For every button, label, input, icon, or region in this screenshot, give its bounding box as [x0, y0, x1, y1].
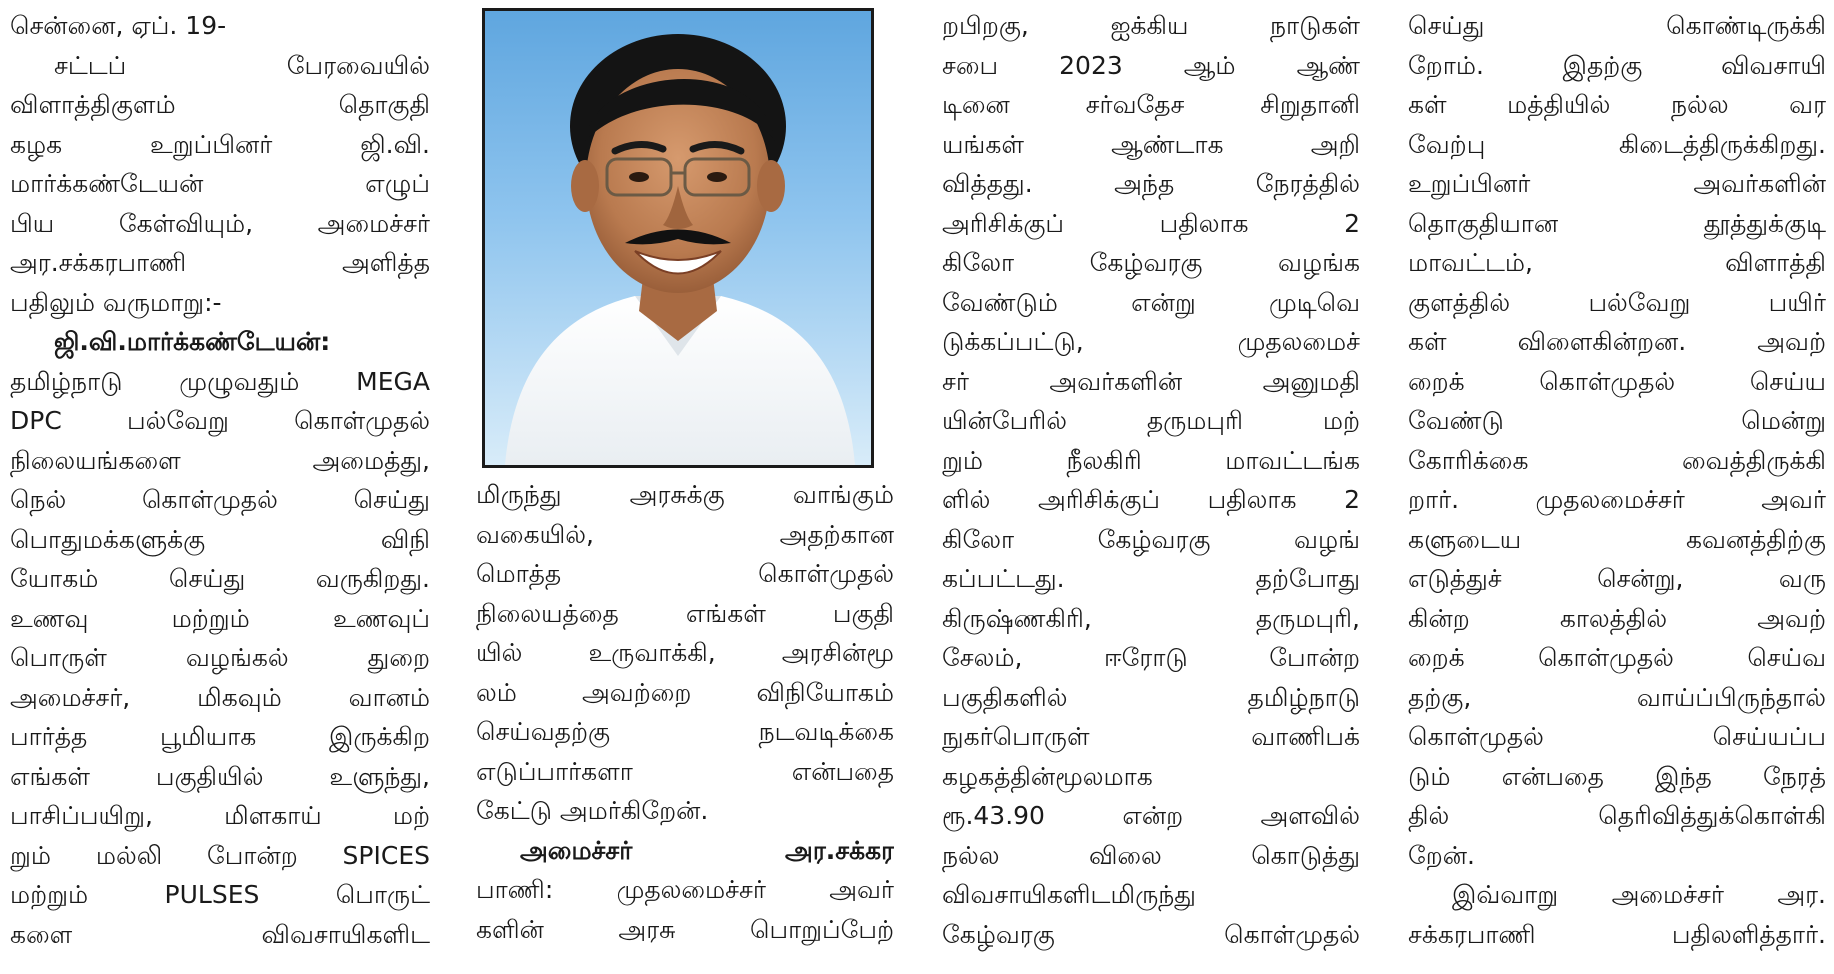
article-line: செய்து கொண்டிருக்கி: [1408, 11, 1826, 40]
portrait-illustration: [485, 11, 871, 465]
article-line: எடுத்துச் சென்று, வரு: [1408, 564, 1826, 593]
article-line: தில் தெரிவித்துக்கொள்கி: [1408, 801, 1826, 830]
article-line: றும் மல்லி போன்ற SPICES: [10, 840, 430, 870]
article-line: தற்கு, வாய்ப்பிருந்தால்: [1408, 682, 1826, 712]
article-line: அரிசிக்குப் பதிலாக 2: [942, 208, 1360, 238]
article-line: DPC பல்வேறு கொள்முதல்: [10, 406, 430, 435]
article-line: மிருந்து அரசுக்கு வாங்கும்: [476, 480, 894, 509]
article-line: இவ்வாறு அமைச்சர் அர.: [1452, 880, 1826, 909]
article-line: களின் அரசு பொறுப்பேற்: [476, 914, 894, 944]
article-line: உணவு மற்றும் உணவுப்: [10, 603, 430, 633]
article-line: நிலையங்களை அமைத்து,: [10, 445, 430, 475]
article-line: றார். முதலமைச்சர் அவர்: [1408, 485, 1826, 514]
article-line: தமிழ்நாடு முழுவதும் MEGA: [10, 366, 430, 396]
article-line: சென்னை, ஏப். 19-: [10, 11, 227, 40]
article-line: டினை சர்வதேச சிறுதானி: [942, 90, 1360, 119]
article-line: உறுப்பினர் அவர்களின்: [1408, 169, 1826, 198]
article-line: யில் உருவாக்கி, அரசின்மூ: [476, 638, 894, 667]
article-line: றேன்.: [1408, 840, 1475, 870]
article-line: சபை 2023 ஆம் ஆண்: [942, 50, 1360, 80]
article-line: செய்வதற்கு நடவடிக்கை: [476, 717, 894, 746]
article-line: கள் விளைகின்றன. அவற்: [1408, 327, 1826, 356]
article-line: எங்கள் பகுதியில் உளுந்து,: [10, 761, 430, 791]
article-line: பார்த்த பூமியாக இருக்கிற: [10, 722, 430, 751]
article-line: கிலோ கேழ்வரகு வழங்க: [942, 248, 1360, 277]
article-line: பதிலும் வருமாறு:-: [10, 287, 222, 317]
article-line: களுடைய கவனத்திற்கு: [1408, 524, 1826, 554]
article-line: நெல் கொள்முதல் செய்து: [10, 485, 430, 514]
article-line: பொருள் வழங்கல் துறை: [10, 643, 430, 672]
article-line: டுக்கப்பட்டு, முதலமைச்: [942, 327, 1360, 356]
article-line: தொகுதியான தூத்துக்குடி: [1408, 208, 1826, 238]
article-column-4: [1408, 6, 1826, 954]
article-line: வேண்டு மென்று: [1408, 406, 1826, 435]
article-line: யங்கள் ஆண்டாக அறி: [942, 129, 1360, 159]
article-line: வகையில், அதற்கான: [476, 519, 894, 549]
article-line: கழகத்தின்மூலமாக: [942, 761, 1153, 791]
article-line: கேழ்வரகு கொள்முதல்: [942, 919, 1360, 949]
article-line: கப்பட்டது. தற்போது: [942, 564, 1360, 593]
article-line: மற்றும் PULSES பொருட்: [10, 880, 430, 909]
article-column-3: [942, 6, 1360, 954]
article-line: களை விவசாயிகளிட: [10, 919, 430, 949]
article-line: நிலையத்தை எங்கள் பகுதி: [476, 598, 894, 628]
article-line: கிலோ கேழ்வரகு வழங்: [942, 524, 1360, 554]
article-line: விவசாயிகளிடமிருந்து: [942, 880, 1196, 909]
article-line: மொத்த கொள்முதல்: [476, 559, 894, 588]
article-line: றைக் கொள்முதல் செய்ய: [1408, 366, 1826, 396]
article-line: மாவட்டம், விளாத்தி: [1408, 248, 1826, 277]
article-line: பொதுமக்களுக்கு விநி: [10, 524, 430, 554]
article-line: றும் நீலகிரி மாவட்டங்க: [942, 445, 1360, 475]
article-line: லம் அவற்றை விநியோகம்: [476, 677, 894, 707]
speaker-heading: அமைச்சர் அர.சக்கர: [520, 835, 894, 865]
article-line: அர.சக்கரபாணி அளித்த: [10, 248, 430, 277]
article-line: பாசிப்பயிறு, மிளகாய் மற்: [10, 801, 430, 830]
article-line: நல்ல விலை கொடுத்து: [942, 840, 1360, 870]
article-line: நுகர்பொருள் வாணிபக்: [942, 722, 1360, 751]
speaker-heading: ஜி.வி.மார்க்கண்டேயன்:: [54, 327, 331, 356]
article-line: கிருஷ்ணகிரி, தருமபுரி,: [942, 603, 1360, 633]
article-line: பாணி: முதலமைச்சர் அவர்: [476, 875, 894, 904]
article-line: டும் என்பதை இந்த நேரத்: [1408, 761, 1826, 791]
article-line: யின்பேரில் தருமபுரி மற்: [942, 406, 1360, 435]
article-line: கழக உறுப்பினர் ஜி.வி.: [10, 129, 430, 159]
article-line: வேண்டும் என்று முடிவெ: [942, 287, 1360, 317]
article-line: கின்ற காலத்தில் அவற்: [1408, 603, 1826, 633]
article-line: சேலம், ஈரோடு போன்ற: [942, 643, 1360, 672]
article-line: பிய கேள்வியும், அமைச்சர்: [10, 208, 430, 238]
article-line: கோரிக்கை வைத்திருக்கி: [1408, 445, 1826, 475]
article-line: றைக் கொள்முதல் செய்வ: [1408, 643, 1826, 672]
article-line: வித்தது. அந்த நேரத்தில்: [942, 169, 1360, 198]
article-line: கேட்டு அமர்கிறேன்.: [476, 796, 709, 825]
article-line: கள் மத்தியில் நல்ல வர: [1408, 90, 1826, 119]
article-line: குளத்தில் பல்வேறு பயிர்: [1408, 287, 1826, 317]
article-line: விளாத்திகுளம் தொகுதி: [10, 90, 430, 119]
article-line: அமைச்சர், மிகவும் வானம்: [10, 682, 430, 712]
article-line: வேற்பு கிடைத்திருக்கிறது.: [1408, 129, 1826, 159]
article-line: யோகம் செய்து வருகிறது.: [10, 564, 430, 593]
article-line: றபிறகு, ஐக்கிய நாடுகள்: [942, 11, 1360, 40]
article-line: ரூ.43.90 என்ற அளவில்: [942, 801, 1360, 830]
portrait-photo: [482, 8, 874, 468]
article-line: ளில் அரிசிக்குப் பதிலாக 2: [942, 485, 1360, 514]
article-line: எடுப்பார்களா என்பதை: [476, 756, 894, 786]
article-column-1: [10, 6, 430, 954]
article-line: சட்டப் பேரவையில்: [54, 50, 430, 80]
article-line: றோம். இதற்கு விவசாயி: [1408, 50, 1826, 80]
article-line: மார்க்கண்டேயன் எழுப்: [10, 169, 430, 198]
article-line: கொள்முதல் செய்யப்ப: [1408, 722, 1826, 751]
article-line: சர் அவர்களின் அனுமதி: [942, 366, 1360, 396]
article-line: பகுதிகளில் தமிழ்நாடு: [942, 682, 1360, 712]
article-column-2: [476, 475, 894, 949]
article-line: சக்கரபாணி பதிலளித்தார்.: [1408, 919, 1826, 949]
